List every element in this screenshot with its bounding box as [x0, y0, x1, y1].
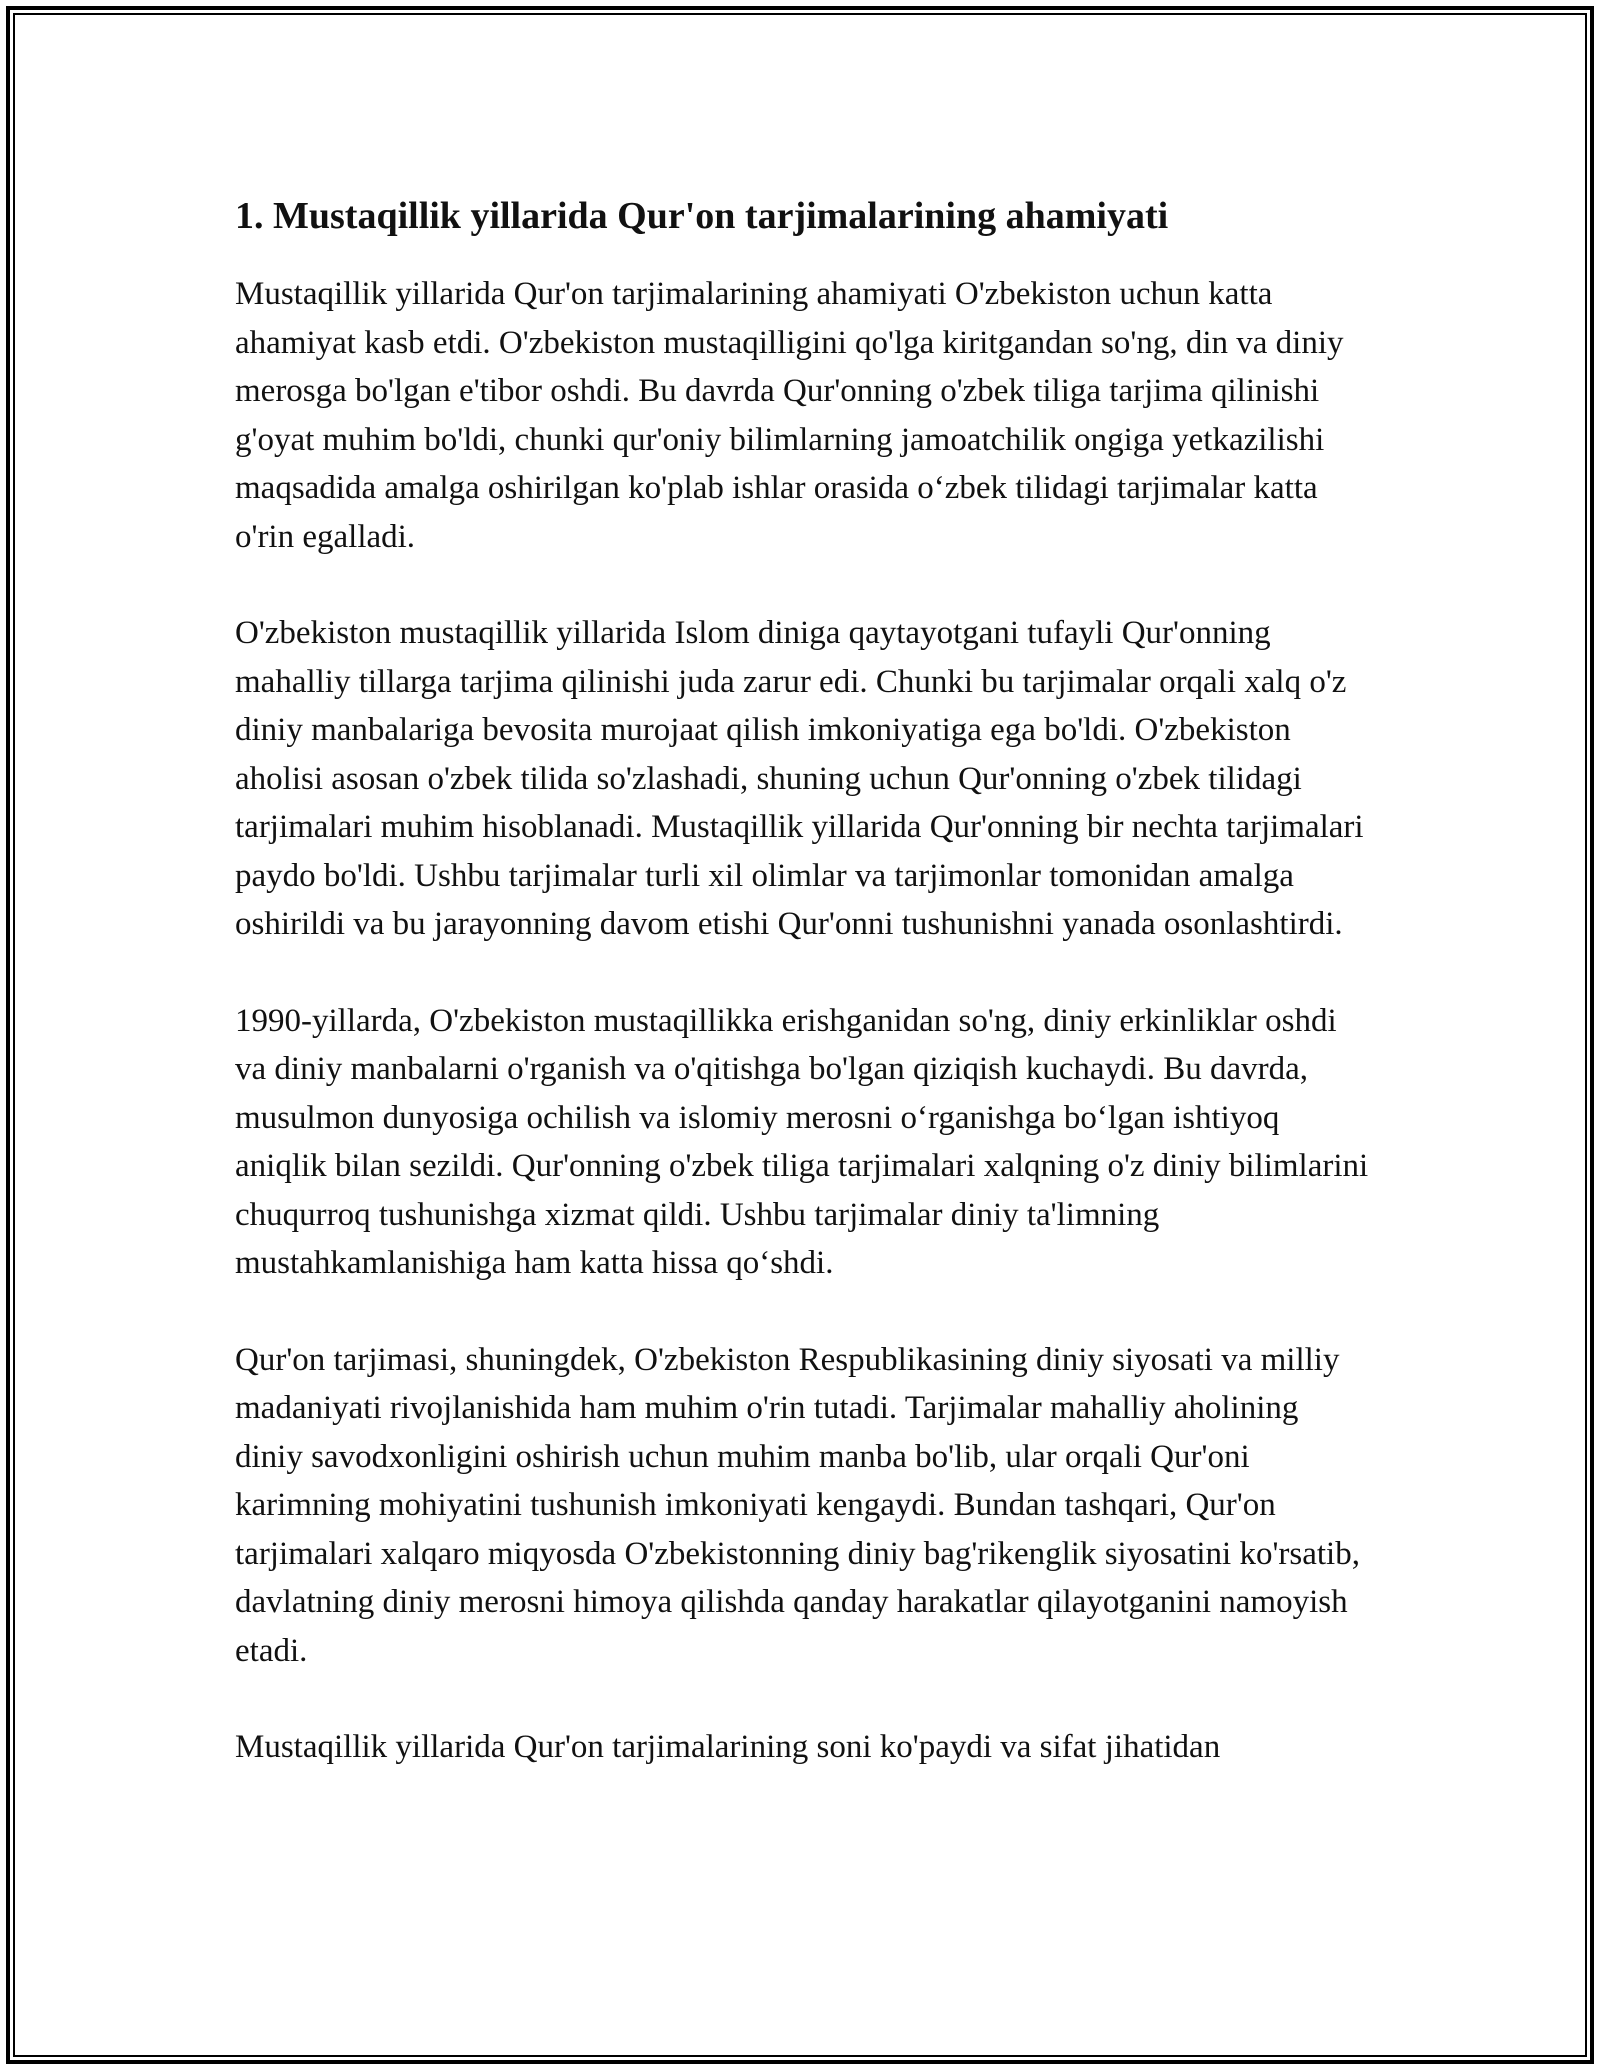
document-body: [235, 188, 1370, 1820]
paragraph-1: Mustaqillik yillarida Qur'on tarjimalarining ahamiyati O'zbekiston uchun katta ahamiyat kasb etdi. O'zbekiston mustaqilligini qo'lga kiritgandan so'ng, din va diniy merosga bo'lgan e'tibor oshdi. Bu davrda Qur'onning o'zbek tiliga tarjima qilinishi g'oyat muhim bo'ldi, chunki qur'oniy bilimlarning jamoatchilik ongiga yetkazilishi maqsadida amalga oshirilgan ko'plab ishlar orasida o‘zbek tilidagi tarjimalar katta o'rin egalladi.: [235, 276, 1344, 555]
paragraph-5: Mustaqillik yillarida Qur'on tarjimalarining soni ko'paydi va sifat jihatidan: [235, 1729, 1221, 1765]
paragraph-2: O'zbekiston mustaqillik yillarida Islom diniga qaytayotgani tufayli Qur'onning mahalliy tillarga tarjima qilinishi juda zarur edi. Chunki bu tarjimalar orqali xalq o'z diniy manbalariga bevosita murojaat qilish imkoniyatiga ega bo'ldi. O'zbekiston aholisi asosan o'zbek tilida so'zlashadi, shuning uchun Qur'onning o'zbek tilidagi tarjimalari muhim hisoblanadi. Mustaqillik yillarida Qur'onning bir nechta tarjimalari paydo bo'ldi. Ushbu tarjimalar turli xil olimlar va tarjimonlar tomonidan amalga oshirildi va bu jarayonning davom etishi Qur'onni tushunishni yanada osonlashtirdi.: [235, 615, 1364, 942]
section-heading: 1. Mustaqillik yillarida Qur'on tarjimalarining ahamiyati: [235, 195, 1169, 237]
paragraph-3: 1990-yillarda, O'zbekiston mustaqillikka erishganidan so'ng, diniy erkinliklar oshdi va diniy manbalarni o'rganish va o'qitishga bo'lgan qiziqish kuchaydi. Bu davrda, musulmon dunyosiga ochilish va islomiy merosni o‘rganishga bo‘lgan ishtiyoq aniqlik bilan sezildi. Qur'onning o'zbek tiliga tarjimalari xalqning o'z diniy bilimlarini chuqurroq tushunishga xizmat qildi. Ushbu tarjimalar diniy ta'limning mustahkamlanishiga ham katta hissa qo‘shdi.: [235, 1002, 1369, 1281]
paragraph-4: Qur'on tarjimasi, shuningdek, O'zbekiston Respublikasining diniy siyosati va milliy madaniyati rivojlanishida ham muhim o'rin tutadi. Tarjimalar mahalliy aholining diniy savodxonligini oshirish uchun muhim manba bo'lib, ular orqali Qur'oni karimning mohiyatini tushunish imkoniyati kengaydi. Bundan tashqari, Qur'on tarjimalari xalqaro miqyosda O'zbekistonning diniy bag'rikenglik siyosatini ko'rsatib, davlatning diniy merosni himoya qilishda qanday harakatlar qilayotganini namoyish etadi.: [235, 1341, 1360, 1669]
